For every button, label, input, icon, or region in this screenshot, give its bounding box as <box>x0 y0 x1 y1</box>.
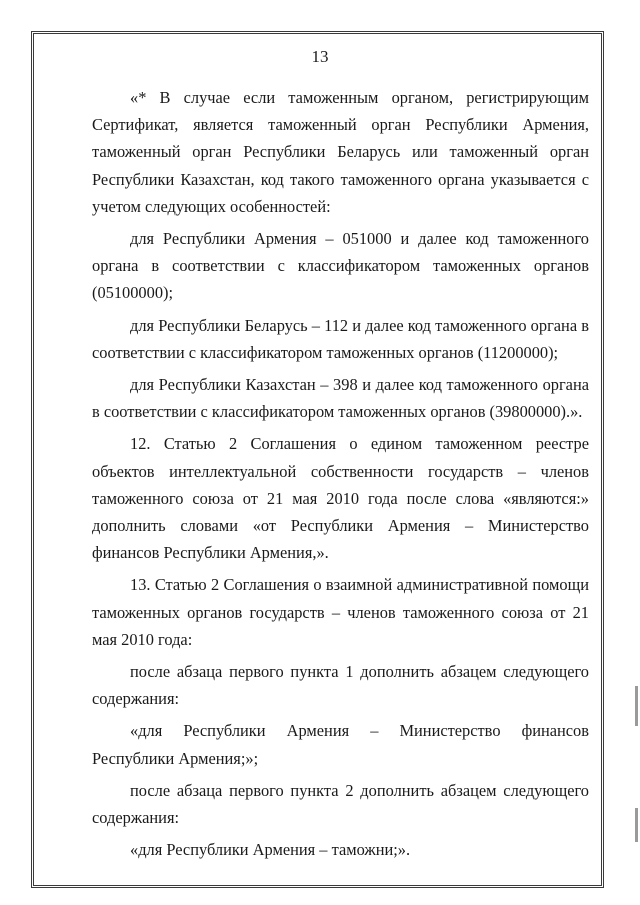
paragraph-certificate-codes: «* В случае если таможенным органом, регистрирующим Сертификат, является таможенный орган Республики Армения, таможенный орган Республики Беларусь или таможенный орган Республики Казахстан, код такого таможенного органа указывается с учетом следующих особенностей: <box>92 88 589 216</box>
page-number: 13 <box>311 47 329 66</box>
paragraph-point-2-instruction: после абзаца первого пункта 2 дополнить абзацем следующего содержания: <box>92 780 589 828</box>
paragraph-point-2-text: «для Республики Армения – таможни;». <box>130 840 411 860</box>
paragraph-item-12: 12. Статью 2 Соглашения о едином таможенном реестре объектов интеллектуальной собственности государств – членов таможенного союза от 21 мая 2010 года после слова «являются:» дополнить словами «от Республики Армения – Министерство финансов Республики Армения,». <box>92 434 589 563</box>
scan-edge-mark <box>635 686 638 726</box>
paragraph-kazakhstan-code: для Республики Казахстан – 398 и далее код таможенного органа в соответствии с классификатором таможенных органов (39800000).». <box>92 375 589 422</box>
paragraph-item-13: 13. Статью 2 Соглашения о взаимной административной помощи таможенных органов государств – членов таможенного союза от 21 мая 2010 года: <box>92 575 589 649</box>
paragraph-belarus-code: для Республики Беларусь – 112 и далее код таможенного органа в соответствии с классификатором таможенных органов (11200000); <box>92 315 589 362</box>
paragraph-point-1-instruction: после абзаца первого пункта 1 дополнить абзацем следующего содержания: <box>92 662 589 709</box>
document-body <box>92 84 589 868</box>
paragraph-point-1-text: «для Республики Армения – Министерство финансов Республики Армения;»; <box>92 721 589 768</box>
scan-edge-mark <box>635 808 638 842</box>
paragraph-armenia-code: для Республики Армения – 051000 и далее код таможенного органа в соответствии с классификатором таможенных органов (05100000); <box>92 229 589 303</box>
